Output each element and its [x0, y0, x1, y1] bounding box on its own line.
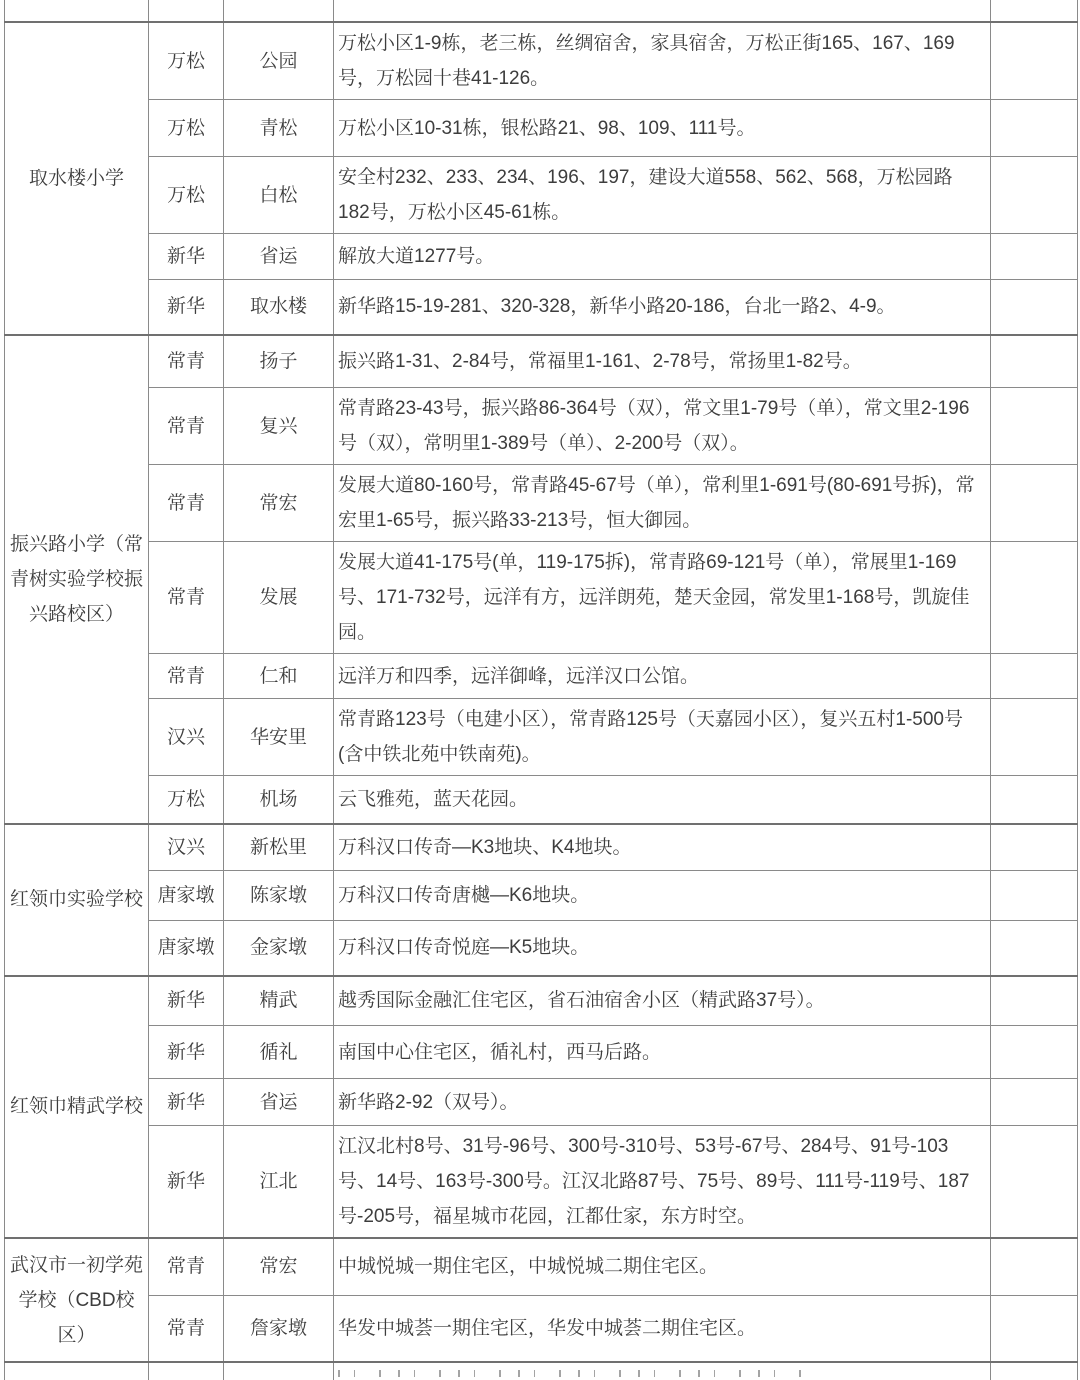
empty-note-cell: [991, 976, 1078, 1026]
address-range-cell: 中城悦城一期住宅区，中城悦城二期住宅区。: [334, 1238, 991, 1295]
address-range-cell: 发展大道41-175号(单，119-175拆)，常青路69-121号（单），常展里1-169号、171-732号，远洋有方，远洋朗苑，楚天金园，常发里1-168号，凯旋佳园。: [334, 542, 991, 654]
table-body: [5, 22, 1078, 1362]
school-name-cell: 红领巾精武学校: [5, 976, 149, 1239]
community-cell: 复兴: [224, 388, 334, 465]
street-cell: 万松: [149, 776, 224, 824]
street-cell: 常青: [149, 388, 224, 465]
empty-note-cell: [991, 280, 1078, 335]
street-cell: 新华: [149, 976, 224, 1026]
community-cell: 常宏: [224, 1238, 334, 1295]
school-name-cell: 武汉市一初学苑学校（CBD校区）: [5, 1238, 149, 1362]
empty-note-cell: [991, 1026, 1078, 1079]
community-cell: 青松: [224, 100, 334, 157]
address-range-cell: 越秀国际金融汇住宅区，省石油宿舍小区（精武路37号）。: [334, 976, 991, 1026]
empty-note-cell: [991, 921, 1078, 976]
street-cell: 唐家墩: [149, 921, 224, 976]
community-cell: 新松里: [224, 824, 334, 871]
address-range-cell: 万松小区10-31栋，银松路21、98、109、111号。: [334, 100, 991, 157]
empty-note-cell: [991, 1079, 1078, 1126]
school-name-cell: 振兴路小学（常青树实验学校振兴路校区）: [5, 335, 149, 824]
address-range-cell: 华发中城荟一期住宅区，华发中城荟二期住宅区。: [334, 1295, 991, 1362]
address-range-cell: 远洋万和四季，远洋御峰，远洋汉口公馆。: [334, 654, 991, 699]
street-cell: 新华: [149, 1126, 224, 1239]
street-cell: 常青: [149, 1238, 224, 1295]
clipped-text-fragment: [338, 1370, 803, 1377]
street-cell: 汉兴: [149, 824, 224, 871]
community-cell: 机场: [224, 776, 334, 824]
cropped-community-cell: [224, 0, 334, 22]
empty-note-cell: [991, 824, 1078, 871]
address-range-cell: 万科汉口传奇悦庭—K5地块。: [334, 921, 991, 976]
cropped-school-cell: [5, 1362, 149, 1380]
empty-note-cell: [991, 1126, 1078, 1239]
community-cell: 公园: [224, 22, 334, 100]
street-cell: 常青: [149, 1295, 224, 1362]
cropped-note-cell: [991, 0, 1078, 22]
community-cell: 詹家墩: [224, 1295, 334, 1362]
street-cell: 常青: [149, 465, 224, 542]
address-range-cell: 万松小区1-9栋，老三栋，丝绸宿舍，家具宿舍，万松正街165、167、169号，万松园十巷41-126。: [334, 22, 991, 100]
empty-note-cell: [991, 542, 1078, 654]
street-cell: 新华: [149, 1079, 224, 1126]
address-range-cell: 发展大道80-160号，常青路45-67号（单），常利里1-691号(80-691号拆)，常宏里1-65号，振兴路33-213号，恒大御园。: [334, 465, 991, 542]
community-cell: 扬子: [224, 335, 334, 388]
street-cell: 常青: [149, 335, 224, 388]
cropped-note-cell: [991, 1362, 1078, 1380]
cropped-bottom-row: [5, 1362, 1078, 1380]
cropped-street-cell: [149, 0, 224, 22]
empty-note-cell: [991, 22, 1078, 100]
cropped-address-cell: [334, 1362, 991, 1380]
street-cell: 汉兴: [149, 699, 224, 776]
empty-note-cell: [991, 871, 1078, 921]
address-range-cell: 万科汉口传奇唐樾—K6地块。: [334, 871, 991, 921]
empty-note-cell: [991, 335, 1078, 388]
street-cell: 常青: [149, 542, 224, 654]
empty-note-cell: [991, 465, 1078, 542]
school-district-table: [4, 0, 1078, 1380]
community-cell: 白松: [224, 157, 334, 234]
address-range-cell: 云飞雅苑，蓝天花园。: [334, 776, 991, 824]
community-cell: 精武: [224, 976, 334, 1026]
cropped-top-row: [5, 0, 1078, 22]
address-range-cell: 常青路23-43号，振兴路86-364号（双），常文里1-79号（单），常文里2-196号（双），常明里1-389号（单）、2-200号（双）。: [334, 388, 991, 465]
empty-note-cell: [991, 1295, 1078, 1362]
cropped-street-cell: [149, 1362, 224, 1380]
address-range-cell: 安全村232、233、234、196、197，建设大道558、562、568，万松园路182号，万松小区45-61栋。: [334, 157, 991, 234]
empty-note-cell: [991, 100, 1078, 157]
street-cell: 新华: [149, 1026, 224, 1079]
empty-note-cell: [991, 654, 1078, 699]
address-range-cell: 江汉北村8号、31号-96号、300号-310号、53号-67号、284号、91号-103号、14号、163号-300号。江汉北路87号、75号、89号、111号-119号、187号-205号，福星城市花园，江都仕家，东方时空。: [334, 1126, 991, 1239]
community-cell: 发展: [224, 542, 334, 654]
street-cell: 万松: [149, 100, 224, 157]
empty-note-cell: [991, 699, 1078, 776]
street-cell: 唐家墩: [149, 871, 224, 921]
community-cell: 循礼: [224, 1026, 334, 1079]
school-name-cell: 取水楼小学: [5, 22, 149, 335]
community-cell: 陈家墩: [224, 871, 334, 921]
address-range-cell: 万科汉口传奇—K3地块、K4地块。: [334, 824, 991, 871]
community-cell: 常宏: [224, 465, 334, 542]
cropped-address-cell: [334, 0, 991, 22]
community-cell: 金家墩: [224, 921, 334, 976]
community-cell: 省运: [224, 234, 334, 280]
empty-note-cell: [991, 776, 1078, 824]
street-cell: 常青: [149, 654, 224, 699]
street-cell: 新华: [149, 234, 224, 280]
address-range-cell: 常青路123号（电建小区），常青路125号（天嘉园小区），复兴五村1-500号(含中铁北苑中铁南苑)。: [334, 699, 991, 776]
school-name-cell: 红领巾实验学校: [5, 824, 149, 976]
address-range-cell: 新华路15-19-281、320-328，新华小路20-186，台北一路2、4-9。: [334, 280, 991, 335]
empty-note-cell: [991, 234, 1078, 280]
address-range-cell: 振兴路1-31、2-84号，常福里1-161、2-78号，常扬里1-82号。: [334, 335, 991, 388]
street-cell: 万松: [149, 22, 224, 100]
community-cell: 江北: [224, 1126, 334, 1239]
cropped-school-cell: [5, 0, 149, 22]
community-cell: 省运: [224, 1079, 334, 1126]
empty-note-cell: [991, 157, 1078, 234]
empty-note-cell: [991, 388, 1078, 465]
address-range-cell: 新华路2-92（双号）。: [334, 1079, 991, 1126]
community-cell: 华安里: [224, 699, 334, 776]
community-cell: 仁和: [224, 654, 334, 699]
street-cell: 万松: [149, 157, 224, 234]
empty-note-cell: [991, 1238, 1078, 1295]
community-cell: 取水楼: [224, 280, 334, 335]
street-cell: 新华: [149, 280, 224, 335]
cropped-community-cell: [224, 1362, 334, 1380]
address-range-cell: 解放大道1277号。: [334, 234, 991, 280]
address-range-cell: 南国中心住宅区，循礼村，西马后路。: [334, 1026, 991, 1079]
